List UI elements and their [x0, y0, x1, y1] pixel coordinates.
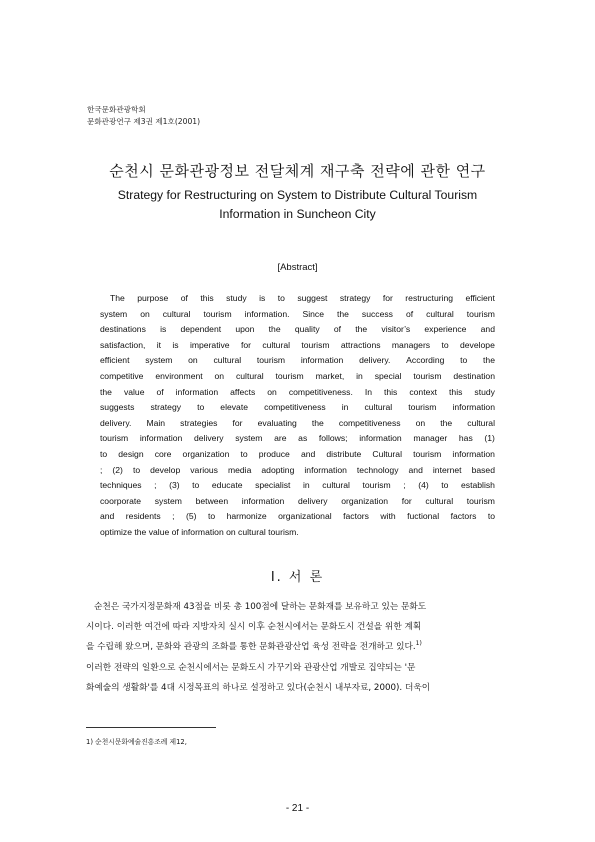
abstract-line: satisfaction, it is imperative for cultural tourism attractions managers to develope — [100, 339, 495, 350]
abstract-line: to design core organization to produce and distribute Cultural tourism information — [100, 448, 495, 459]
english-title — [0, 186, 595, 224]
abstract-line: coorporate system between information delivery organization for cultural tourism — [100, 495, 495, 506]
english-title-line-1: Strategy for Restructuring on System to Distribute Cultural Tourism — [117, 188, 478, 202]
abstract-line: destinations is dependent upon the quality of the visitor’s experience and — [100, 324, 495, 335]
korean-title: 순천시 문화관광정보 전달체계 재구축 전략에 관한 연구 — [109, 162, 486, 180]
abstract-line: tourism information delivery system are as follows; information manager has (1) — [100, 433, 495, 444]
page-number: - 21 - — [285, 803, 310, 814]
body-line: 을 수립해 왔으며, 문화와 관광의 조화를 통한 문화관광산업 육성 전략을 전개하고 있다.$^{1)}$ — [86, 640, 422, 653]
abstract-line: optimize the value of information on cultural tourism. — [100, 526, 299, 537]
body-line: 이러한 전략의 일환으로 순천시에서는 문화도시 가꾸기와 관광산업 개발로 집약되는 '문 — [86, 662, 416, 673]
footnote-reference: 1) — [415, 640, 422, 648]
journal-issue: 문화관광연구 제3권 제1호(2001) — [87, 117, 201, 126]
abstract-line: efficient system on cultural tourism information delivery. According to the — [100, 355, 495, 366]
section-heading: Ⅰ. 서 론 — [270, 570, 325, 585]
abstract-line: system on cultural tourism information. Since the success of cultural tourism — [100, 308, 495, 319]
abstract-line: The purpose of this study is to suggest strategy for restructuring efficient — [110, 293, 495, 303]
society-name: 한국문화관광학회 — [87, 105, 146, 114]
journal-header — [87, 104, 200, 128]
abstract-heading: [Abstract] — [277, 262, 318, 273]
abstract-body — [100, 291, 495, 541]
abstract-line: suggests strategy to elevate competitiveness in cultural tourism information — [100, 402, 495, 413]
footnote: 1) 순천시문화예술진흥조례 제12, — [86, 738, 187, 746]
abstract-line: techniques ; (3) to educate specialist in cultural tourism ; (4) to establish — [100, 480, 495, 491]
english-title-line-2: Information in Suncheon City — [219, 207, 376, 221]
body-line: 순천은 국가지정문화재 43점을 비롯 총 100점에 달하는 문화재를 보유하고 있는 문화도 — [94, 602, 427, 612]
body-line: 시이다. 이러한 여건에 따라 지방자치 실시 이후 순천시에서는 문화도시 건설을 위한 계획 — [86, 622, 422, 633]
footnote-divider — [86, 727, 216, 728]
abstract-line: the value of information affects on competitiveness. In this context this study — [100, 386, 495, 397]
abstract-line: ; (2) to develop various media adopting information technology and internet based — [100, 464, 495, 475]
body-line: 화예술의 생활화'를 4대 시정목표의 하나로 설정하고 있다(순천시 내부자료, 2000). 더욱이 — [86, 682, 431, 693]
abstract-line: delivery. Main strategies for evaluating the competitiveness on the cultural — [100, 417, 495, 428]
introduction-body — [86, 597, 512, 698]
abstract-line: and residents ; (5) to harmonize organizational factors with fuctional factors to — [100, 511, 495, 522]
abstract-line: competitive environment on cultural tourism market, in special tourism destination — [100, 370, 495, 381]
